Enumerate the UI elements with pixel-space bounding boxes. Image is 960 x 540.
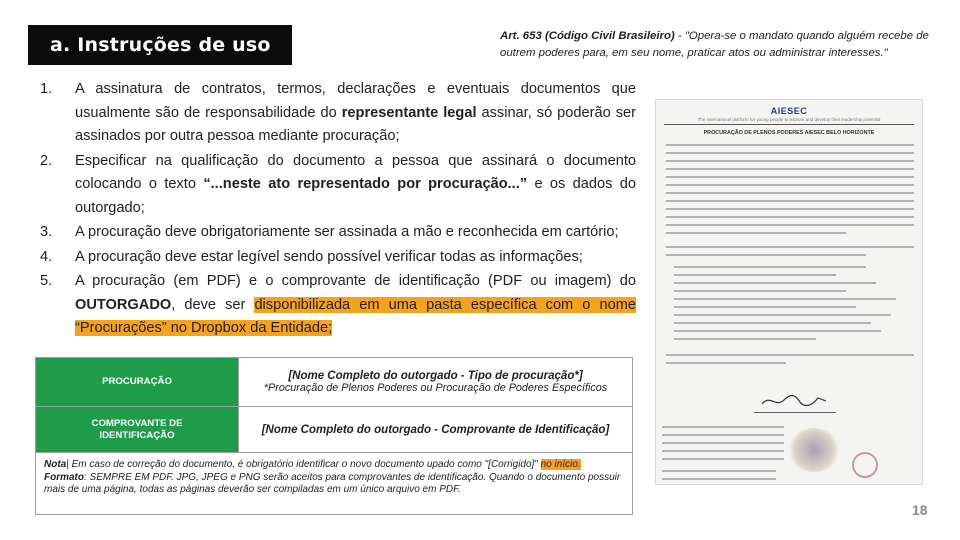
legal-quote (500, 28, 940, 61)
list-item-number: 3. (40, 224, 53, 240)
document-heading: PROCURAÇÃO DE PLENOS PODERES AIESEC BELO HORIZONTE (703, 130, 875, 136)
document-text-line (666, 224, 914, 226)
document-divider (664, 124, 914, 125)
list-item (40, 270, 636, 341)
table-value-main: [Nome Completo do outorgado - Comprovante de Identificação] (261, 423, 610, 436)
document-text-line (666, 254, 866, 256)
section-title: a. Instruções de uso (50, 34, 271, 56)
aiesec-logo: AIESEC (770, 106, 808, 116)
list-item (40, 150, 636, 221)
section-title-box (28, 25, 292, 65)
table-label-procuracao: PROCURAÇÃO (36, 358, 238, 406)
document-text-line (674, 338, 816, 340)
list-item-number: 5. (40, 273, 53, 289)
list-item (40, 221, 636, 245)
quote-reference: Art. 653 (Código Civil Brasileiro) (500, 30, 675, 42)
list-item-text: A assinatura de contratos, termos, declarações e eventuais documentos que usualmente são de responsabilidade do (75, 81, 636, 121)
document-text-line (666, 232, 846, 234)
document-text-line (674, 282, 876, 284)
quote-text: - "Opera-se o mandato quando alguém recebe de outrem poderes para, em seu nome, praticar atos ou administrar interesses." (500, 30, 929, 59)
table-label-line: IDENTIFICAÇÃO (99, 429, 175, 441)
note-label: Nota (44, 459, 67, 470)
table-value (238, 407, 632, 452)
note-text: | Em caso de correção do documento, é obrigatório identificar o novo documento upado como "[Corrigido]" (66, 459, 541, 470)
list-item (40, 246, 636, 270)
signature-icon (760, 392, 830, 410)
list-item-text: e os dados do outorgado; (75, 176, 636, 216)
list-item-text: A procuração (em PDF) e o comprovante de identificação (PDF ou imagem) do (75, 273, 636, 289)
document-text-line (666, 160, 914, 162)
document-text-line (666, 354, 914, 356)
format-text: : SEMPRE EM PDF. JPG, JPEG e PNG serão aceitos para comprovantes de identificação. Quando o documento possuir mais de uma página, todas as páginas deverão ser compiladas em um único arquivo em PDF. (44, 471, 621, 495)
document-text-line (662, 450, 784, 452)
document-text-line (662, 478, 776, 480)
stamp-icon (852, 452, 878, 478)
list-item-text: A procuração deve obrigatoriamente ser assinada a mão e reconhecida em cartório; (75, 224, 619, 240)
list-item-highlight: disponibilizada em uma pasta específica com o nome “Procurações” no Dropbox da Entidade; (75, 296, 636, 336)
table-note (36, 452, 632, 515)
document-text-line (666, 184, 914, 186)
table-label-comprovante (36, 407, 238, 452)
document-text-line (666, 192, 914, 194)
document-text-line (666, 246, 914, 248)
document-text-line (674, 322, 871, 324)
list-item-bold: “...neste ato representado por procuração...” (203, 176, 528, 192)
document-text-line (674, 306, 856, 308)
table-row (36, 358, 632, 406)
document-text-line (674, 314, 891, 316)
list-item-text: assinar, só poderão ser assinados por outra pessoa mediante procuração; (75, 104, 636, 144)
document-text-line (666, 200, 914, 202)
document-text-line (666, 168, 914, 170)
aiesec-logo-subtitle: The international platform for young people to explore and develop their leadership potential (697, 117, 881, 122)
document-text-line (666, 362, 786, 364)
list-item-number: 2. (40, 152, 53, 169)
document-text-line (662, 426, 784, 428)
document-text-line (666, 208, 914, 210)
document-text-line (662, 434, 784, 436)
document-text-line (666, 176, 914, 178)
document-text-line (666, 152, 914, 154)
table-value-main: [Nome Completo do outorgado - Tipo de procuração*] (288, 370, 583, 382)
document-text-line (662, 458, 784, 460)
table-row (36, 406, 632, 452)
document-text-line (674, 266, 866, 268)
list-item-number: 4. (40, 248, 53, 265)
naming-table (35, 357, 633, 515)
table-value (238, 358, 632, 406)
document-text-line (674, 274, 836, 276)
list-item-text: , deve ser (171, 296, 255, 313)
list-item-text: A procuração deve estar legível sendo possível verificar todas as informações; (75, 248, 583, 265)
list-item-bold: OUTORGADO (75, 296, 172, 313)
table-value-sub: *Procuração de Plenos Poderes ou Procuração de Poderes Específicos (263, 382, 608, 394)
document-text-line (674, 298, 896, 300)
format-label: Formato (44, 471, 84, 483)
notary-seal-icon (786, 428, 842, 472)
note-highlight: no início. (540, 459, 581, 470)
procuracao-document-image (655, 99, 923, 485)
document-text-line (662, 442, 784, 444)
list-item (40, 78, 636, 149)
table-label-line: COMPROVANTE DE (91, 417, 183, 429)
list-item-bold: representante legal (341, 104, 477, 121)
instructions-list (40, 78, 636, 342)
page-number: 18 (912, 502, 928, 518)
document-text-line (666, 216, 914, 218)
document-text-line (674, 290, 846, 292)
document-text-line (674, 330, 881, 332)
document-text-line (666, 144, 914, 146)
document-text-line (662, 470, 776, 472)
list-item-number: 1. (40, 81, 53, 97)
list-item-text: Especificar na qualificação do documento a pessoa que assinará o documento colocando o texto (75, 152, 636, 192)
